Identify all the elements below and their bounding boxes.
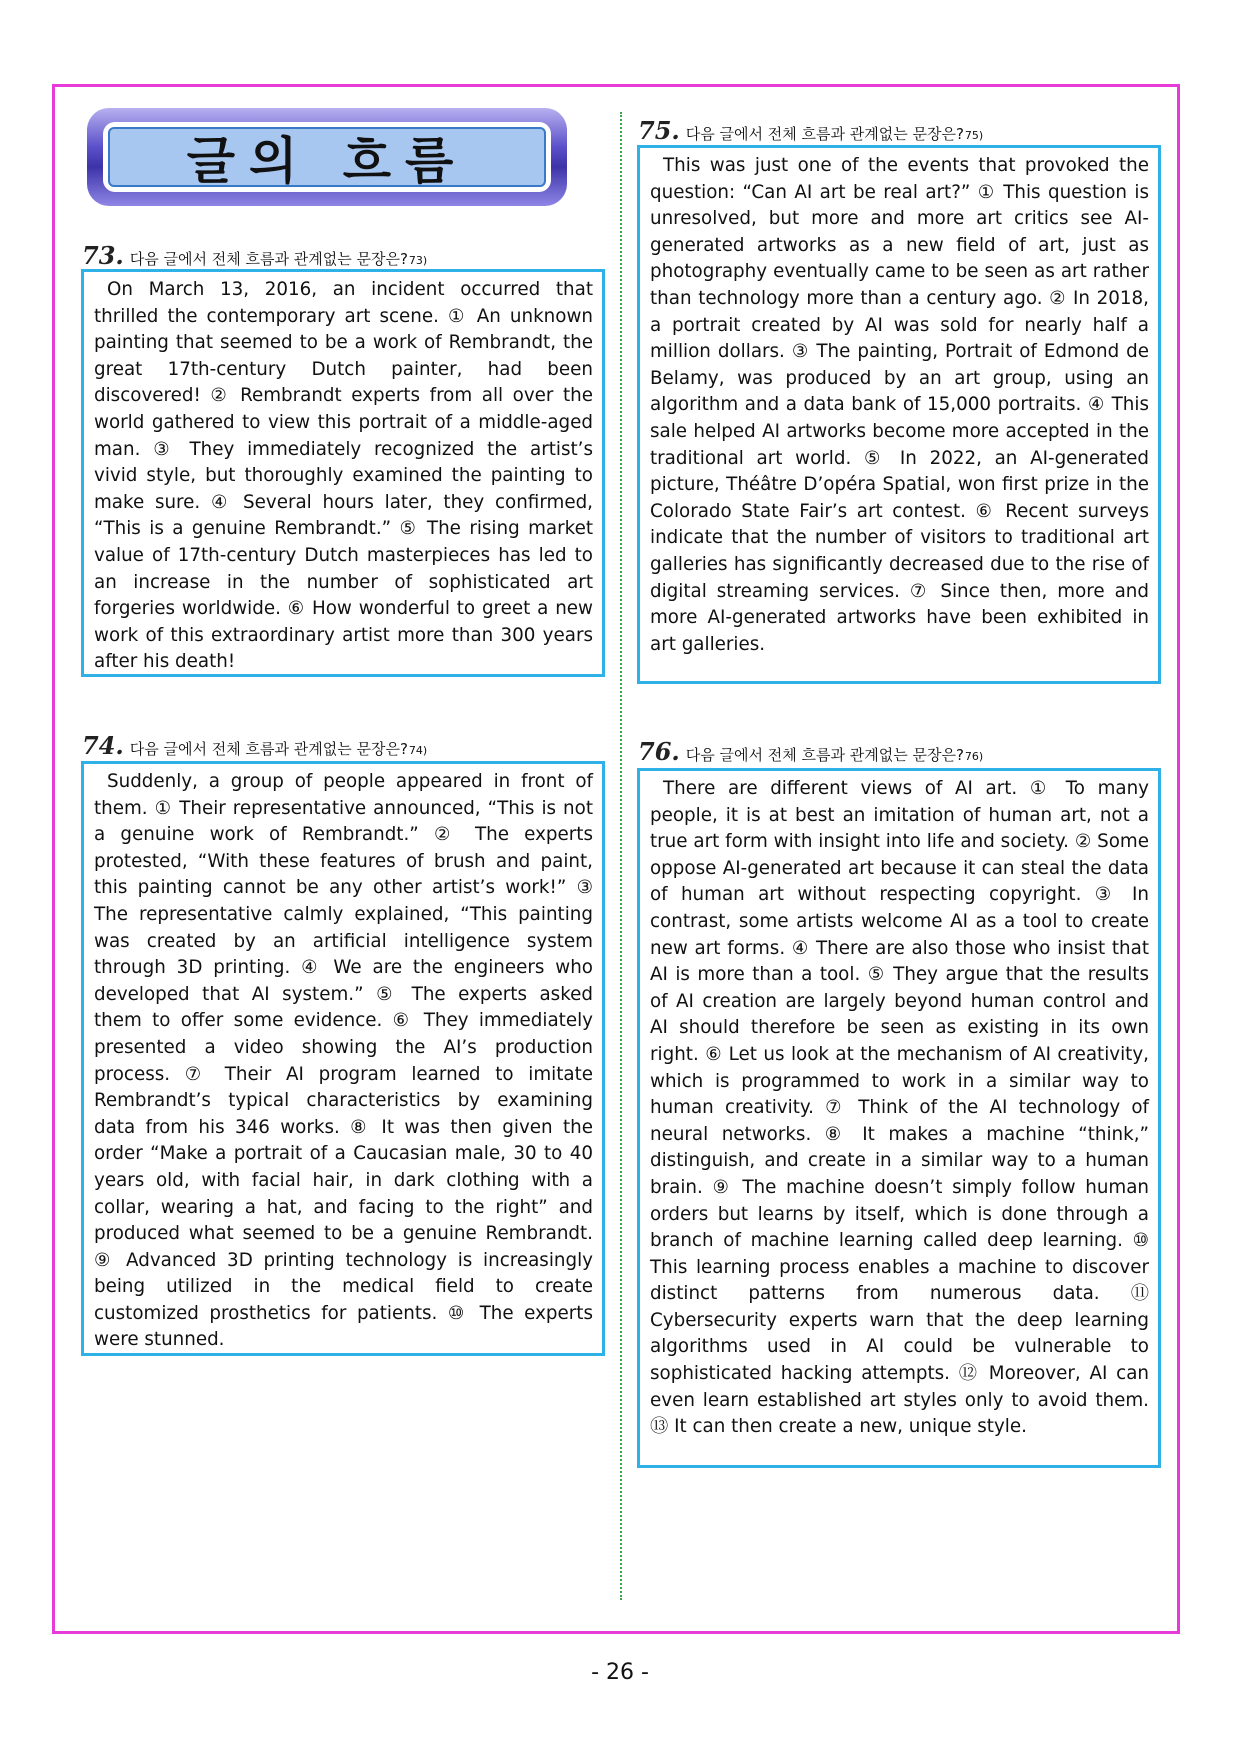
column-divider — [620, 112, 622, 1600]
question-footnote: 75) — [964, 129, 984, 142]
question-header-75 — [638, 116, 983, 145]
question-footnote: 73) — [408, 254, 428, 267]
question-number: 76. — [638, 737, 680, 766]
question-footnote: 76) — [964, 750, 984, 763]
passage-text: On March 13, 2016, an incident occurred that thrilled the contemporary art scene. ① An unknown painting that seemed to be a work of Rembrandt, the great 17th-century Dutch painter, had been discovered! ② Rembrandt experts from all over the world gathered to view this portrait of a middle-aged man. ③ They immediately recognized the artist’s vivid style, but thoroughly examined the painting to make sure. ④ Several hours later, they confirmed, “This is a genuine Rembrandt.” ⑤ The rising market value of 17th-century Dutch masterpieces has led to an increase in the number of sophisticated art forgeries worldwide. ⑥ How wonderful to greet a new work of this extraordinary artist more than 300 years after his death! — [94, 279, 593, 673]
question-header-74 — [82, 731, 427, 760]
question-number: 74. — [82, 731, 124, 760]
banner-inner — [103, 122, 551, 192]
passage-box-75 — [637, 145, 1161, 684]
section-banner — [87, 108, 567, 206]
question-prompt: 다음 글에서 전체 흐름과 관계없는 문장은? — [129, 740, 408, 758]
question-number: 73. — [82, 241, 124, 270]
question-header-76 — [638, 737, 983, 766]
question-header-73 — [82, 241, 427, 270]
question-footnote: 74) — [408, 744, 428, 757]
passage-box-76 — [637, 768, 1161, 1468]
question-number: 75. — [638, 116, 680, 145]
passage-text: This was just one of the events that provoked the question: “Can AI art be real art?” ① This question is unresolved, but more and more art critics see AI-generated artworks as a new field of art, just as photography eventually came to be seen as art rather than technology more than a century ago. ② In 2018, a portrait created by AI was sold for nearly half a million dollars. ③ The painting, Portrait of Edmond de Belamy, was produced by an art group, using an algorithm and a data bank of 15,000 portraits. ④ This sale helped AI artworks become more accepted in the traditional art world. ⑤ In 2022, an AI-generated picture, Théâtre D’opéra Spatial, won first prize in the Colorado State Fair’s art contest. ⑥ Recent surveys indicate that the number of visitors to traditional art galleries has significantly decreased due to the rise of digital streaming services. ⑦ Since then, more and more AI-generated artworks have been exhibited in art galleries. — [650, 155, 1149, 655]
section-title: 글의 흐름 — [108, 127, 546, 187]
question-prompt: 다음 글에서 전체 흐름과 관계없는 문장은? — [685, 125, 964, 143]
page-number: - 26 - — [591, 1660, 649, 1685]
passage-text: Suddenly, a group of people appeared in front of them. ① Their representative announced, “This is not a genuine work of Rembrandt.” ② The experts protested, “With these features of brush and paint, this painting cannot be any other artist’s work!” ③ The representative calmly explained, “This painting was created by an artificial intelligence system through 3D printing. ④ We are the engineers who developed that AI system.” ⑤ The experts asked them to offer some evidence. ⑥ They immediately presented a video showing the AI’s production process. ⑦ Their AI program learned to imitate Rembrandt’s typical characteristics by examining data from his 346 works. ⑧ It was then given the order “Make a portrait of a Caucasian male, 30 to 40 years old, with facial hair, in dark clothing with a collar, wearing a hat, and facing to the right” and produced what seemed to be a genuine Rembrandt. ⑨ Advanced 3D printing technology is increasingly being utilized in the medical field to create customized prosthetics for patients. ⑩ The experts were stunned. — [94, 771, 593, 1351]
question-prompt: 다음 글에서 전체 흐름과 관계없는 문장은? — [129, 250, 408, 268]
passage-box-74 — [81, 761, 605, 1356]
passage-text: There are different views of AI art. ① To many people, it is at best an imitation of human art, not a true art form with insight into life and society. ② Some oppose AI-generated art because it can steal the data of human art without respecting copyright. ③ In contrast, some artists welcome AI as a tool to create new art forms. ④ There are also those who insist that AI is more than a tool. ⑤ They argue that the results of AI creation are largely beyond human control and AI should therefore be seen as existing in its own right. ⑥ Let us look at the mechanism of AI creativity, which is programmed to work in a similar way to human creativity. ⑦ Think of the AI technology of neural networks. ⑧ It makes a machine “think,” distinguish, and create in a similar way to a human brain. ⑨ The machine doesn’t simply follow human orders but learns by itself, which is done through a branch of machine learning called deep learning. ⑩ This learning process enables a machine to discover distinct patterns from numerous data. ⑪ Cybersecurity experts warn that the deep learning algorithms used in AI could be vulnerable to sophisticated hacking attempts. ⑫ Moreover, AI can even learn established art styles only to avoid them. ⑬ It can then create a new, unique style. — [650, 778, 1149, 1438]
question-prompt: 다음 글에서 전체 흐름과 관계없는 문장은? — [685, 746, 964, 764]
passage-box-73 — [81, 269, 605, 677]
